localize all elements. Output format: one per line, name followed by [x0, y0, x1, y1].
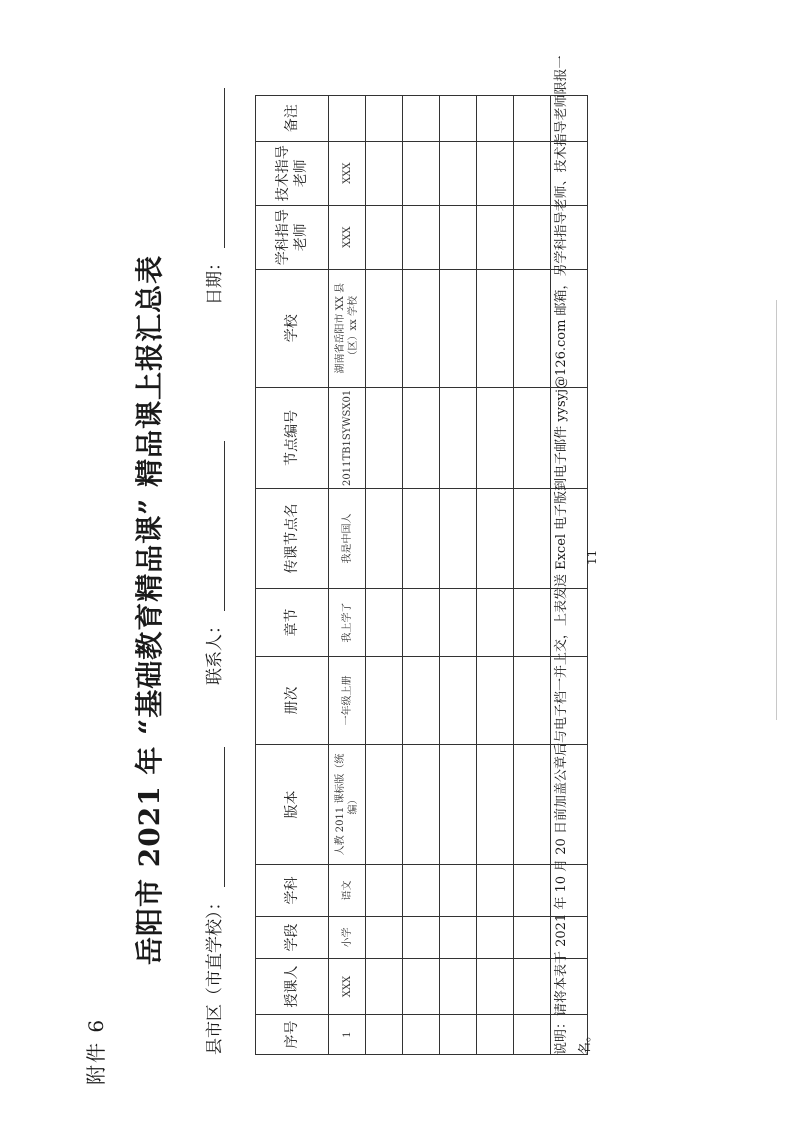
table-cell[interactable] — [403, 865, 440, 917]
attachment-label: 附件 6 — [84, 1017, 108, 1085]
table-cell[interactable] — [514, 141, 551, 205]
table-cell[interactable] — [366, 865, 403, 917]
table-cell[interactable] — [477, 657, 514, 745]
column-header: 技术指导老师 — [256, 141, 329, 205]
column-header: 节点编号 — [256, 387, 329, 488]
table-cell[interactable] — [366, 387, 403, 488]
table-cell[interactable] — [514, 489, 551, 589]
form-title: 岳阳市 2021 年 “基础教育精品课” 精品课上报汇总表 — [133, 254, 166, 965]
table-cell[interactable] — [440, 745, 477, 865]
table-cell[interactable] — [403, 269, 440, 387]
table-cell[interactable] — [403, 95, 440, 141]
table-cell[interactable] — [514, 1015, 551, 1055]
column-header: 序号 — [256, 1015, 329, 1055]
table-row — [440, 95, 477, 1054]
table-cell[interactable] — [514, 959, 551, 1015]
county-blank — [206, 748, 225, 888]
table-cell[interactable] — [440, 917, 477, 959]
county-field — [200, 748, 225, 1056]
table-cell[interactable]: 我是中国人 — [329, 489, 366, 589]
page-number: 11 — [585, 549, 599, 565]
table-cell[interactable] — [477, 489, 514, 589]
table-cell[interactable] — [329, 95, 366, 141]
column-header: 章节 — [256, 589, 329, 657]
column-header: 册次 — [256, 657, 329, 745]
table-cell[interactable] — [477, 745, 514, 865]
table-cell[interactable] — [477, 95, 514, 141]
column-header: 学科 — [256, 865, 329, 917]
table-cell[interactable] — [477, 387, 514, 488]
table-cell[interactable] — [403, 387, 440, 488]
table-cell[interactable] — [403, 489, 440, 589]
table-cell[interactable] — [440, 205, 477, 269]
table-cell[interactable] — [366, 95, 403, 141]
table-cell[interactable] — [440, 657, 477, 745]
table-cell[interactable] — [514, 589, 551, 657]
table-cell[interactable] — [403, 205, 440, 269]
table-cell[interactable] — [514, 387, 551, 488]
table-cell[interactable] — [477, 865, 514, 917]
county-label: 县市区（市直学校）： — [205, 893, 225, 1055]
form-meta — [200, 25, 230, 1085]
contact-label: 联系人： — [205, 617, 225, 685]
instruction-note: 说明：请将本表于 2021 年 10 月 20 日前加盖公章后与电子档一并上交，上表发送 Excel 电子版到电子邮件 yysyj@126.com 邮箱，另学科指导老师、技术指导老师限报一名。 — [554, 55, 593, 1055]
table-cell[interactable] — [514, 657, 551, 745]
table-cell[interactable] — [514, 95, 551, 141]
table-cell[interactable]: 人教 2011 课标版（统编） — [329, 745, 366, 865]
table-cell[interactable]: 湖南省岳阳市 XX 县（区）xx 学校 — [329, 269, 366, 387]
table-cell[interactable] — [403, 589, 440, 657]
table-row — [366, 95, 403, 1054]
table-cell[interactable] — [403, 1015, 440, 1055]
table-cell[interactable] — [514, 205, 551, 269]
summary-table — [255, 95, 588, 1055]
table-cell[interactable]: 1 — [329, 1015, 366, 1055]
table-cell[interactable] — [440, 865, 477, 917]
table-cell[interactable] — [403, 917, 440, 959]
table-cell[interactable] — [477, 141, 514, 205]
column-header: 传课节点名 — [256, 489, 329, 589]
contact-field — [200, 441, 225, 685]
table-cell[interactable] — [366, 489, 403, 589]
column-header: 备注 — [256, 95, 329, 141]
rotated-form — [60, 25, 620, 1085]
table-cell[interactable]: 2011TB1SYWSX01 — [329, 387, 366, 488]
table-row — [477, 95, 514, 1054]
table-cell[interactable] — [514, 269, 551, 387]
table-cell[interactable]: XXX — [329, 141, 366, 205]
table-cell[interactable] — [514, 745, 551, 865]
table-cell[interactable] — [366, 205, 403, 269]
table-cell[interactable]: 语文 — [329, 865, 366, 917]
table-cell[interactable] — [477, 205, 514, 269]
table-cell[interactable]: 一年级上册 — [329, 657, 366, 745]
table-cell[interactable] — [403, 141, 440, 205]
table-cell[interactable] — [477, 269, 514, 387]
column-header: 学段 — [256, 917, 329, 959]
table-cell[interactable] — [366, 1015, 403, 1055]
table-cell[interactable] — [440, 489, 477, 589]
scan-edge-line — [776, 300, 777, 720]
date-label: 日期： — [205, 254, 225, 305]
table-cell[interactable] — [477, 917, 514, 959]
table-cell[interactable] — [440, 387, 477, 488]
column-header: 授课人 — [256, 959, 329, 1015]
table-cell[interactable] — [440, 959, 477, 1015]
table-header-row — [256, 95, 329, 1054]
table-cell[interactable] — [514, 917, 551, 959]
table-cell[interactable] — [440, 269, 477, 387]
table-cell[interactable] — [366, 657, 403, 745]
table-cell[interactable] — [366, 917, 403, 959]
table-cell[interactable] — [366, 141, 403, 205]
table-cell[interactable] — [366, 269, 403, 387]
table-cell[interactable] — [440, 1015, 477, 1055]
table-row — [329, 95, 366, 1054]
date-blank — [206, 88, 225, 248]
table-cell[interactable] — [440, 589, 477, 657]
table-cell[interactable] — [477, 1015, 514, 1055]
table-cell[interactable] — [403, 959, 440, 1015]
table-cell[interactable]: 我上学了 — [329, 589, 366, 657]
table-cell[interactable] — [403, 745, 440, 865]
table-cell[interactable] — [440, 141, 477, 205]
date-field — [200, 88, 225, 305]
table-cell[interactable]: XXX — [329, 959, 366, 1015]
table-cell[interactable] — [514, 865, 551, 917]
column-header: 版本 — [256, 745, 329, 865]
table-cell[interactable]: XXX — [329, 205, 366, 269]
table-cell[interactable] — [477, 959, 514, 1015]
table-row — [514, 95, 551, 1054]
column-header: 学校 — [256, 269, 329, 387]
table-body — [329, 95, 588, 1054]
table-cell[interactable] — [403, 657, 440, 745]
contact-blank — [206, 441, 225, 611]
table-cell[interactable]: 小学 — [329, 917, 366, 959]
table-cell[interactable] — [477, 589, 514, 657]
table-row — [403, 95, 440, 1054]
table-cell[interactable] — [366, 959, 403, 1015]
table-cell[interactable] — [366, 589, 403, 657]
table-cell[interactable] — [366, 745, 403, 865]
table-cell[interactable] — [440, 95, 477, 141]
column-header: 学科指导老师 — [256, 205, 329, 269]
